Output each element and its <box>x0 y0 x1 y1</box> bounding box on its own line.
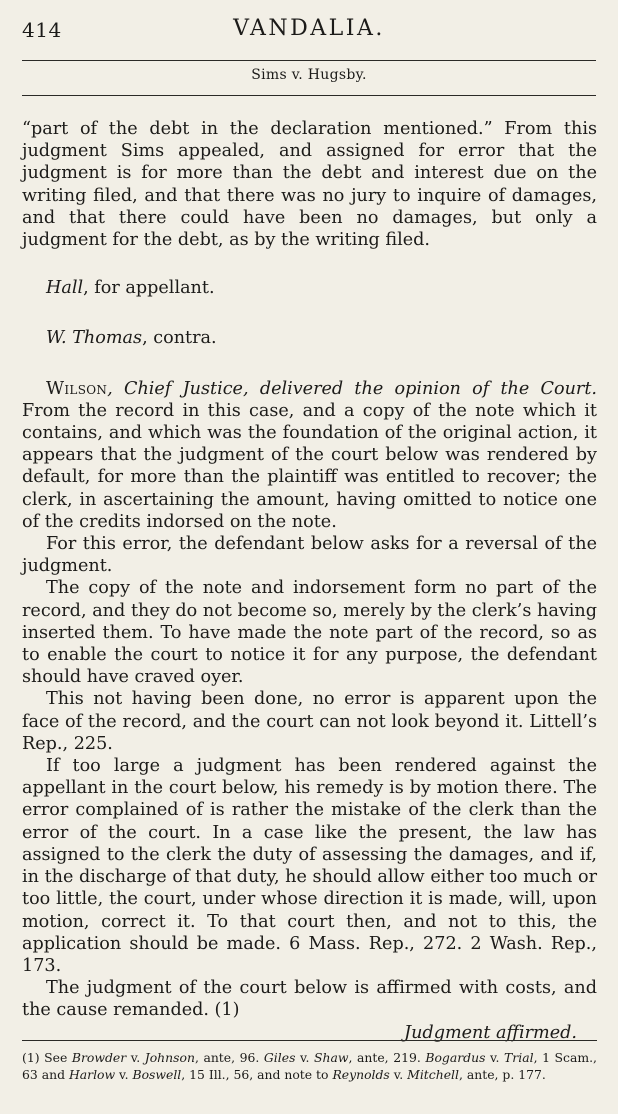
case-name: Mitchell <box>407 1066 459 1082</box>
opinion-paragraph-3: The copy of the note and indorsement form no part of the record, and they do not become so, merely by the clerk’s having inserted them. To have made the note part of the record, so as to enable the court to notice it for any purpose, the defendant should have craved oyer. <box>22 578 597 688</box>
running-title: VANDALIA. <box>233 16 385 41</box>
footnote-rule <box>22 1040 597 1041</box>
case-name: Shaw <box>314 1050 349 1065</box>
page-number: 414 <box>22 18 62 42</box>
case-name: Browder <box>71 1050 127 1065</box>
counsel-appellant <box>22 277 597 299</box>
case-name: Reynolds <box>332 1066 390 1082</box>
judgment-line: Judgment affirmed. <box>404 1022 577 1043</box>
case-name: Trial <box>504 1050 534 1065</box>
opinion-attribution: , Chief Justice, delivered the opinion of the Court. <box>107 378 597 399</box>
opinion-paragraph-6: The judgment of the court below is affirmed with costs, and the cause remanded. (1) <box>22 978 597 1021</box>
opinion-paragraph-1 <box>22 378 597 533</box>
footnote <box>22 1050 597 1083</box>
counsel-contra <box>22 327 597 349</box>
footnote-text: (1) See <box>22 1050 72 1065</box>
counsel-appellant-name: Hall <box>46 278 84 299</box>
case-name: Johnson <box>144 1050 195 1065</box>
case-title-rule <box>22 95 596 96</box>
footnote-text: , 1 Scam., 63 and <box>22 1050 597 1082</box>
opinion-text-1: From the record in this case, and a copy of the note which it contains, and which was the foundation of the original action, it appears that the judgment of the court below was rendered by default, for more than the plaintiff was entitled to recover; the clerk, in ascertaining the amount, having omitted to notice one of the credits indorsed on the note. <box>22 400 597 532</box>
opinion-paragraph-4: This not having been done, no error is apparent upon the face of the record, and the court can not look beyond it. Littell’s Rep., 225. <box>22 689 597 754</box>
footnote-text: , 15 Ill., 56, and note to <box>181 1066 333 1082</box>
opinion-author: Wilson <box>46 378 108 399</box>
footnote-text: v. <box>115 1066 133 1082</box>
counsel-contra-role: , contra. <box>142 328 217 349</box>
case-title: Sims v. Hugsby. <box>251 67 367 83</box>
footnote-text: , ante, 96. <box>194 1050 264 1065</box>
footnote-text: , ante, p. 177. <box>458 1066 546 1082</box>
page-header <box>22 14 596 44</box>
footnote-text: v. <box>389 1066 408 1082</box>
case-name: Boswell <box>132 1066 182 1082</box>
opinion-paragraph-2: For this error, the defendant below asks for a reversal of the judgment. <box>22 534 597 577</box>
opinion-body <box>22 118 597 1044</box>
case-name: Bogardus <box>425 1050 486 1065</box>
header-rule <box>22 60 596 61</box>
opinion-paragraph-5: If too large a judgment has been rendered against the appellant in the court below, his remedy is by motion there. The error complained of is rather the mistake of the clerk than the error of the court. In a case like the present, the law has assigned to the clerk the duty of assessing the damages, and if, in the discharge of that duty, he should allow either too much or too little, the court, under whose direction it is made, will, upon motion, correct it. To that court then, and not to this, the application should be made. 6 Mass. Rep., 272. 2 Wash. Rep., 173. <box>22 756 597 976</box>
footnote-text: v. <box>295 1050 315 1065</box>
counsel-appellant-role: , for appellant. <box>83 278 215 299</box>
footnote-text: , ante, 219. <box>348 1050 426 1065</box>
case-name: Giles <box>263 1050 296 1065</box>
footnote-text: v. <box>485 1050 505 1065</box>
case-name: Harlow <box>68 1066 116 1082</box>
intro-paragraph: “part of the debt in the declaration mentioned.” From this judgment Sims appealed, and assigned for error that the judgment is for more than the debt and interest due on the writing filed, and that there was no jury to inquire of damages, and that there could have been no damages, but only a judgment for the debt, as by the writing filed. <box>22 119 597 251</box>
counsel-contra-name: W. Thomas <box>46 328 143 349</box>
footnote-text: v. <box>126 1050 145 1065</box>
